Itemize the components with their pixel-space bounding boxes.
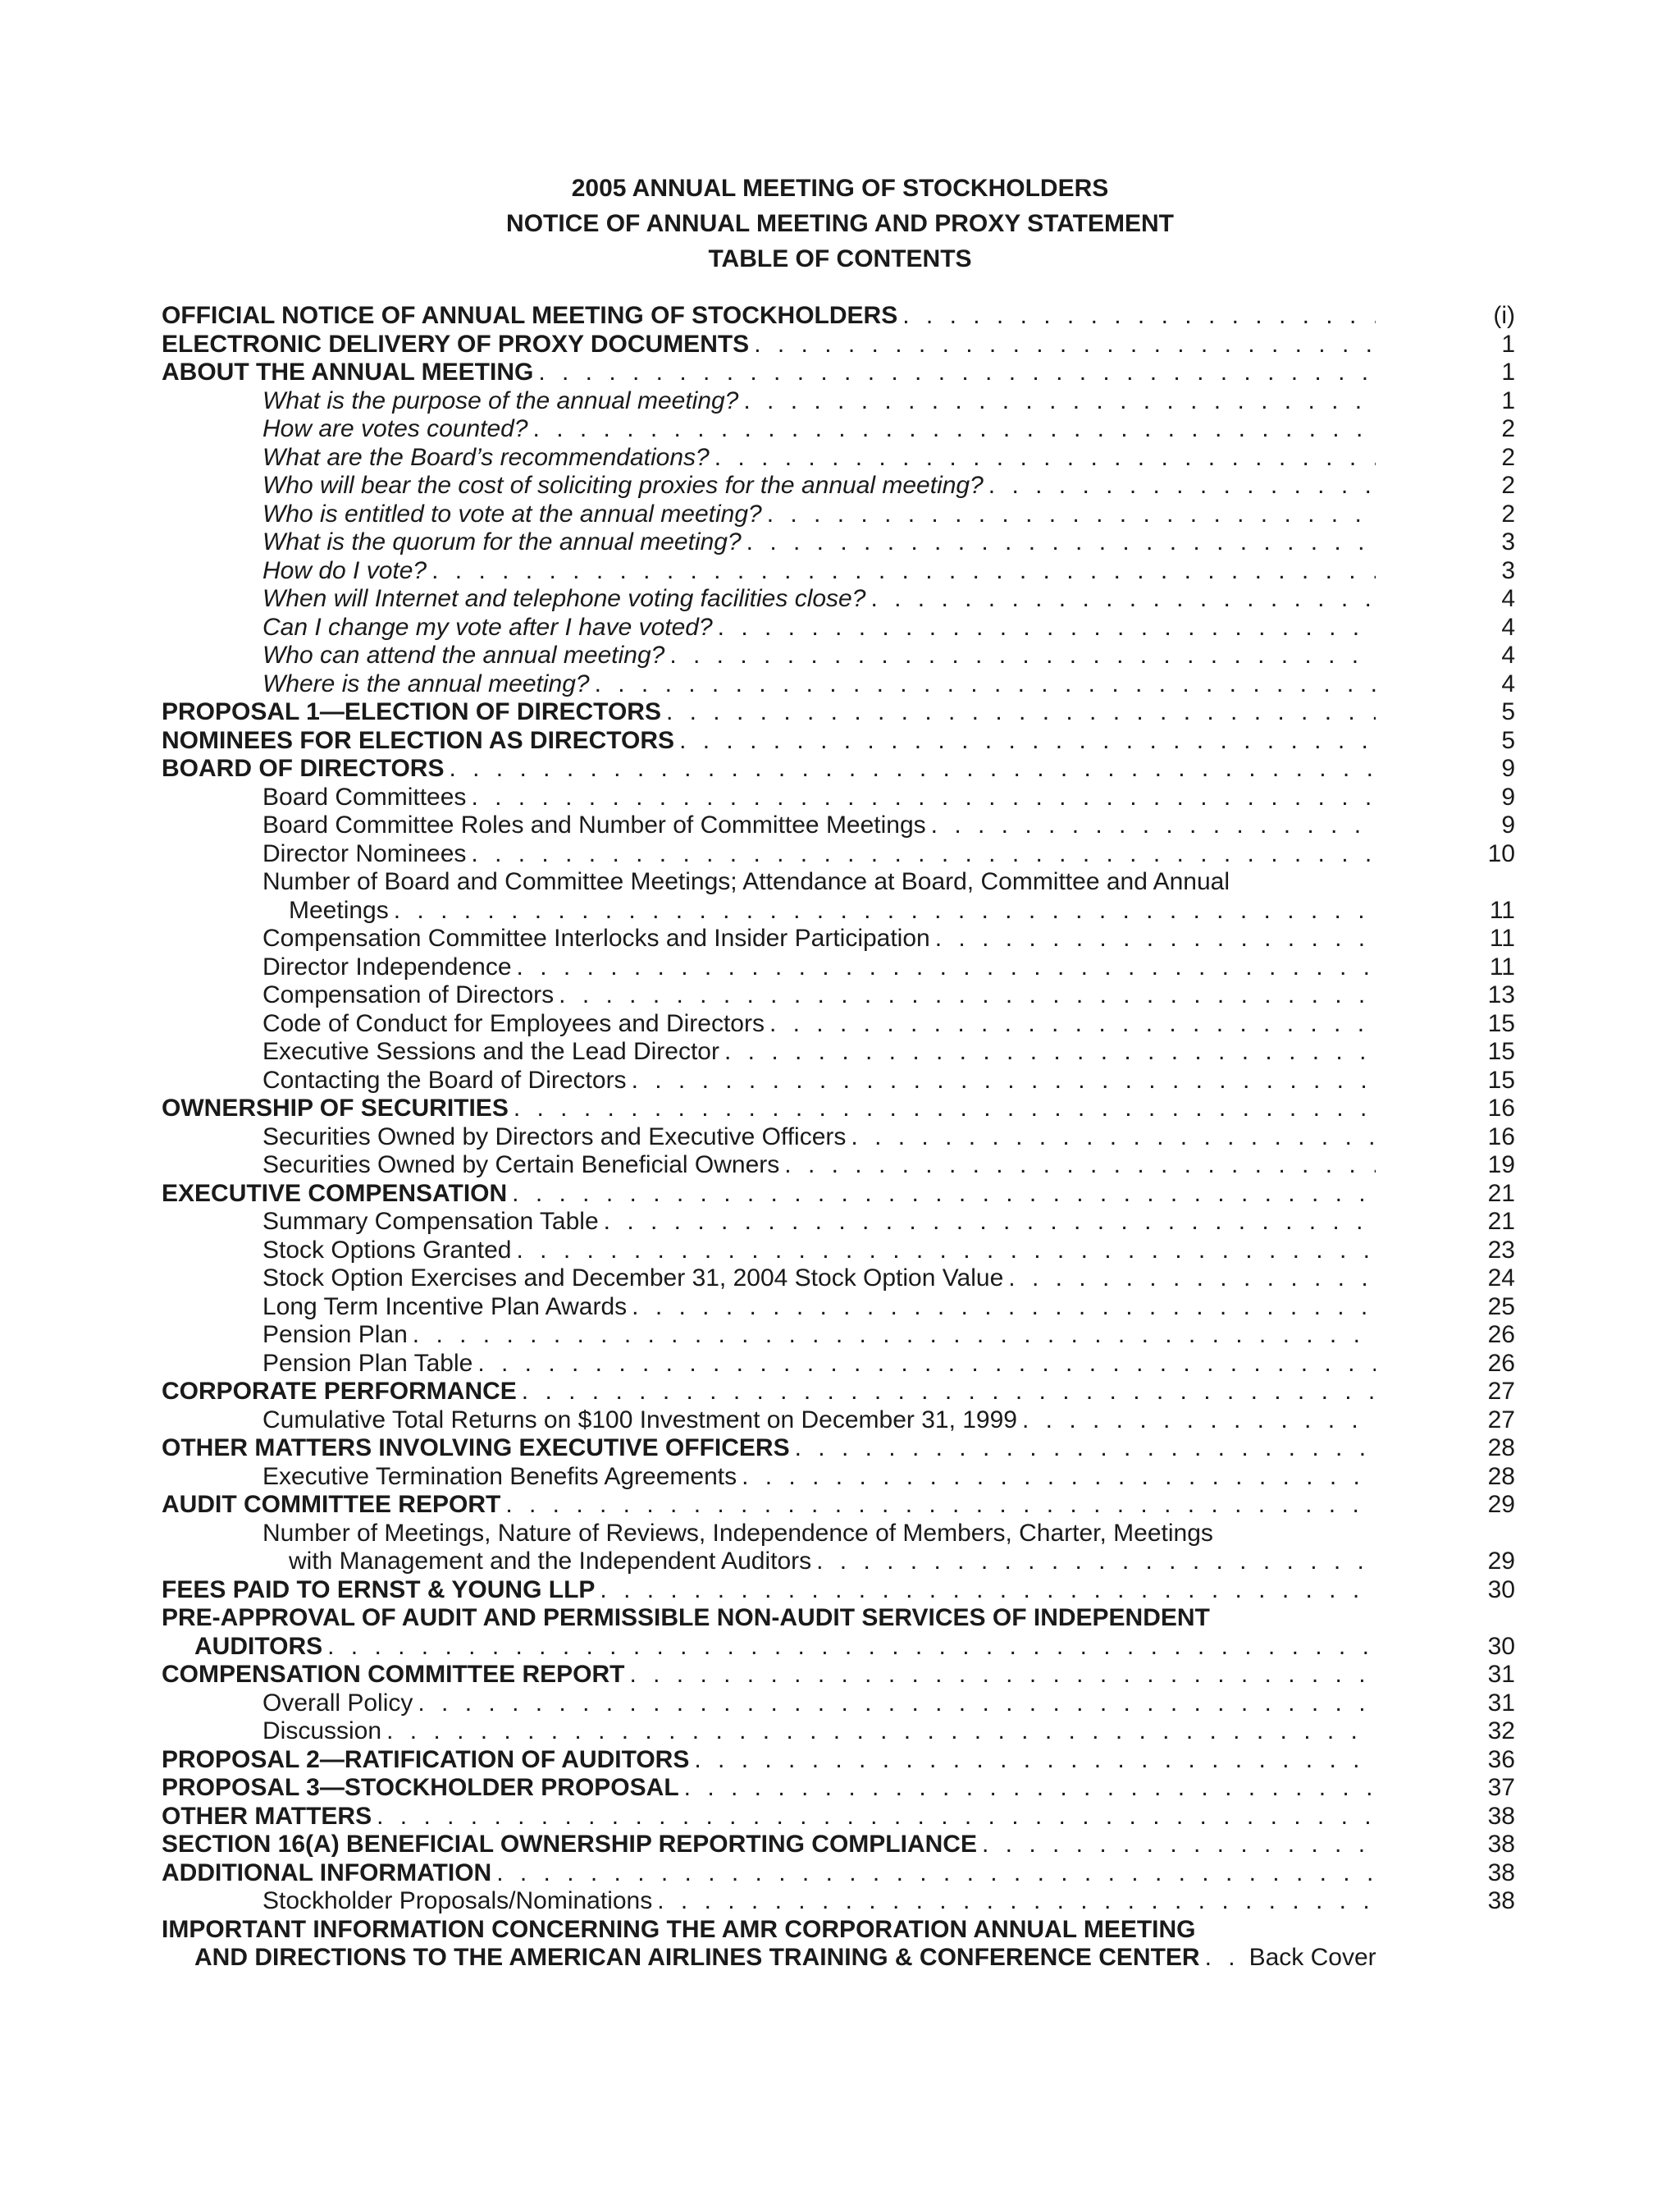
toc-entry-title: SECTION 16(A) BENEFICIAL OWNERSHIP REPORTING COMPLIANCE (162, 1831, 977, 1858)
toc-page-number: 21 (1487, 1208, 1515, 1235)
toc-entry-who-can-attend[interactable] (162, 642, 1515, 670)
toc-page-number: 1 (1501, 359, 1515, 386)
toc-page-number: 16 (1487, 1122, 1515, 1150)
toc-entry-title: PROPOSAL 3—STOCKHOLDER PROPOSAL (162, 1774, 679, 1801)
toc-entry-title: ADDITIONAL INFORMATION (162, 1859, 492, 1886)
toc-entry-contacting-board[interactable] (162, 1067, 1515, 1095)
toc-entry-title: CORPORATE PERFORMANCE (162, 1378, 517, 1405)
toc-entry-title: Director Independence (262, 953, 512, 981)
toc-entry-title: FEES PAID TO ERNST & YOUNG LLP (162, 1575, 596, 1603)
toc-page-number: 28 (1487, 1462, 1515, 1490)
toc-entry-title: What are the Board’s recommendations? (262, 443, 710, 471)
dot-leader (322, 1633, 1376, 1662)
toc-page-number: 4 (1501, 585, 1515, 612)
toc-entry-about-annual-meeting[interactable] (162, 359, 1515, 387)
dot-leader (762, 501, 1376, 529)
toc-page-number: 5 (1501, 698, 1515, 725)
dot-leader (977, 1831, 1376, 1859)
dot-leader (627, 1067, 1376, 1095)
toc-entry-title-continued: AUDITORS (194, 1632, 323, 1660)
toc-page-number: 15 (1487, 1009, 1515, 1037)
toc-entry-ownership-of-securities[interactable] (162, 1095, 1515, 1123)
dot-leader (381, 1717, 1376, 1746)
toc-entry-title: Stockholder Proposals/Nominations (262, 1887, 653, 1914)
toc-page-number: 21 (1487, 1179, 1515, 1207)
toc-entry-title: What is the quorum for the annual meeting? (262, 528, 742, 556)
toc-entry-title: When will Internet and telephone voting facilities close? (262, 585, 866, 612)
toc-page-number: 23 (1487, 1236, 1515, 1264)
dot-leader (466, 840, 1376, 869)
toc-entry-voting-facilities-close[interactable] (162, 585, 1515, 614)
dot-leader (389, 897, 1376, 926)
toc-entry-title: Executive Termination Benefits Agreements (262, 1462, 737, 1490)
dot-leader (689, 1746, 1376, 1775)
toc-page-number: 2 (1501, 472, 1515, 499)
toc-entry-proposal-1[interactable] (162, 698, 1515, 727)
toc-page-number: 36 (1487, 1745, 1515, 1773)
dot-leader (984, 472, 1376, 501)
toc-entry-termination-benefits[interactable] (162, 1463, 1515, 1492)
dot-leader (765, 1010, 1376, 1039)
dot-leader (926, 812, 1376, 840)
toc-entry-proposal-3[interactable] (162, 1774, 1515, 1803)
toc-entry-title-continued: Meetings (289, 896, 389, 924)
dot-leader (846, 1123, 1376, 1152)
toc-entry-votes-counted[interactable] (162, 415, 1515, 444)
toc-entry-board-recommendations[interactable] (162, 444, 1515, 473)
dot-leader (652, 1887, 1376, 1916)
dot-leader (533, 359, 1376, 387)
toc-entry-title: ABOUT THE ANNUAL MEETING (162, 359, 534, 386)
toc-entry-title: Board Committee Roles and Number of Committee Meetings (262, 812, 926, 839)
toc-page-number: 38 (1487, 1802, 1515, 1830)
dot-leader (1200, 1944, 1246, 1973)
toc-entry-purpose[interactable] (162, 387, 1515, 416)
toc-page-number: 30 (1487, 1632, 1515, 1660)
dot-leader (528, 415, 1376, 444)
dot-leader (811, 1548, 1376, 1576)
toc-entry-title: NOMINEES FOR ELECTION AS DIRECTORS (162, 726, 675, 754)
dot-leader (512, 1237, 1376, 1265)
toc-entry-title: OTHER MATTERS INVOLVING EXECUTIVE OFFICERS (162, 1434, 790, 1461)
toc-page-number: 11 (1489, 925, 1515, 952)
toc-entry-important-information[interactable] (162, 1916, 1515, 1945)
header-toc-title: TABLE OF CONTENTS (708, 245, 972, 272)
toc-page-number: 3 (1501, 528, 1515, 556)
toc-entry-securities-directors[interactable] (162, 1123, 1515, 1152)
dot-leader (661, 698, 1376, 727)
toc-entry-board-of-directors[interactable] (162, 755, 1515, 784)
dot-leader (1017, 1406, 1376, 1435)
dot-leader (779, 1151, 1376, 1180)
dot-leader (930, 925, 1376, 953)
toc-entry-code-of-conduct[interactable] (162, 1010, 1515, 1039)
toc-entry-fees-ernst-young[interactable] (162, 1576, 1515, 1605)
toc-page-number: 2 (1501, 415, 1515, 442)
toc-entry-title: Can I change my vote after I have voted? (262, 613, 713, 641)
toc-page-number: 29 (1487, 1491, 1515, 1518)
toc-entry-pension-plan-table[interactable] (162, 1350, 1515, 1378)
dot-leader (742, 528, 1376, 557)
toc-entry-proposal-2[interactable] (162, 1746, 1515, 1775)
dot-leader (719, 1038, 1376, 1067)
toc-entry-interlocks[interactable] (162, 925, 1515, 953)
toc-entry-title: Executive Sessions and the Lead Director (262, 1038, 719, 1065)
toc-page-number: 5 (1501, 726, 1515, 754)
toc-entry-audit-meetings[interactable] (162, 1520, 1515, 1548)
toc-entry-title: Who will bear the cost of soliciting proxies for the annual meeting? (262, 472, 984, 499)
toc-page-number: 24 (1487, 1264, 1515, 1292)
toc-entry-stock-option-exercises[interactable] (162, 1264, 1515, 1293)
dot-leader (679, 1774, 1376, 1803)
toc-entry-title: Number of Meetings, Nature of Reviews, Independence of Members, Charter, Meetings (262, 1519, 1213, 1547)
toc-page-number: 1 (1501, 330, 1515, 358)
toc-page-number: 9 (1501, 755, 1515, 782)
toc-entry-title: COMPENSATION COMMITTEE REPORT (162, 1661, 625, 1688)
toc-entry-title: Stock Option Exercises and December 31, 2004 Stock Option Value (262, 1264, 1004, 1292)
toc-entry-stockholder-proposals[interactable] (162, 1887, 1515, 1916)
toc-entry-title: OTHER MATTERS (162, 1802, 372, 1830)
dot-leader (790, 1434, 1376, 1463)
toc-entry-title: Director Nominees (262, 839, 467, 867)
toc-entry-title: PROPOSAL 1—ELECTION OF DIRECTORS (162, 698, 661, 725)
toc-entry-overall-policy[interactable] (162, 1689, 1515, 1718)
toc-page-number: 4 (1501, 670, 1515, 697)
toc-page-number: 11 (1489, 953, 1515, 981)
toc-entry-title: OFFICIAL NOTICE OF ANNUAL MEETING OF STOCKHOLDERS (162, 302, 898, 329)
toc-page-number: 31 (1487, 1661, 1515, 1688)
toc-entry-title: Securities Owned by Certain Beneficial Owners (262, 1151, 780, 1178)
toc-entry-title: IMPORTANT INFORMATION CONCERNING THE AMR CORPORATION ANNUAL MEETING (162, 1915, 1196, 1943)
toc-entry-ltip-awards[interactable] (162, 1293, 1515, 1322)
toc-page-number: 25 (1487, 1292, 1515, 1320)
toc-page-number: 31 (1487, 1689, 1515, 1717)
toc-entry-how-to-vote[interactable] (162, 557, 1515, 586)
header-notice-title: NOTICE OF ANNUAL MEETING AND PROXY STATEMENT (506, 210, 1174, 237)
toc-page-number: 3 (1501, 556, 1515, 584)
dot-leader (472, 1350, 1376, 1378)
dot-leader (627, 1293, 1376, 1322)
toc-page-number: 32 (1487, 1717, 1515, 1744)
toc-entry-title: PRE-APPROVAL OF AUDIT AND PERMISSIBLE NON-AUDIT SERVICES OF INDEPENDENT (162, 1604, 1210, 1631)
toc-entry-corporate-performance[interactable] (162, 1378, 1515, 1406)
dot-leader (372, 1803, 1376, 1831)
dot-leader (517, 1378, 1376, 1406)
toc-entry-official-notice[interactable] (162, 302, 1515, 331)
dot-leader (507, 1180, 1376, 1209)
dot-leader (491, 1859, 1376, 1888)
toc-entry-title: Pension Plan Table (262, 1349, 473, 1377)
toc-entry-title: Pension Plan (262, 1321, 408, 1348)
header-meeting-title: 2005 ANNUAL MEETING OF STOCKHOLDERS (571, 175, 1109, 202)
toc-entry-title: Discussion (262, 1717, 382, 1744)
toc-entry-important-information-cont[interactable] (162, 1944, 1515, 1973)
toc-entry-title: EXECUTIVE COMPENSATION (162, 1179, 508, 1207)
toc-entry-audit-committee-report[interactable] (162, 1491, 1515, 1520)
dot-leader (509, 1095, 1376, 1123)
dot-leader (737, 1463, 1376, 1492)
toc-entry-title: Cumulative Total Returns on $100 Investment on December 31, 1999 (262, 1406, 1017, 1433)
dot-leader (408, 1321, 1376, 1350)
toc-page-number: 28 (1487, 1434, 1515, 1461)
dot-leader (444, 755, 1376, 784)
toc-entry-title-continued: with Management and the Independent Auditors (289, 1548, 812, 1575)
toc-entry-additional-information[interactable] (162, 1859, 1515, 1888)
toc-entry-board-committees[interactable] (162, 784, 1515, 812)
toc-entry-pension-plan[interactable] (162, 1321, 1515, 1350)
toc-page-number: 4 (1501, 613, 1515, 641)
dot-leader (713, 614, 1376, 642)
toc-page-number: Back Cover (1249, 1944, 1376, 1971)
dot-leader (865, 585, 1376, 614)
toc-page-number: 27 (1487, 1378, 1515, 1405)
toc-entry-change-vote[interactable] (162, 614, 1515, 642)
toc-page-number: 4 (1501, 642, 1515, 669)
toc-entry-title: What is the purpose of the annual meeting? (262, 386, 739, 414)
dot-leader (427, 557, 1376, 586)
toc-page-number: 15 (1487, 1066, 1515, 1094)
toc-entry-pre-approval-cont[interactable] (162, 1633, 1515, 1662)
toc-entry-title: How are votes counted? (262, 415, 528, 442)
toc-entry-electronic-delivery[interactable] (162, 331, 1515, 359)
dot-leader (664, 642, 1376, 670)
toc-entry-pre-approval[interactable] (162, 1604, 1515, 1633)
toc-page-number: 29 (1487, 1548, 1515, 1575)
toc-page-number: 37 (1487, 1774, 1515, 1801)
toc-page-number: (i) (1493, 302, 1515, 329)
toc-entry-title: ELECTRONIC DELIVERY OF PROXY DOCUMENTS (162, 330, 750, 358)
toc-page-number: 10 (1487, 839, 1515, 867)
toc-entry-other-matters-executive-officers[interactable] (162, 1434, 1515, 1463)
document-header (0, 171, 1680, 277)
dot-leader (599, 1208, 1376, 1237)
toc-entry-title: OWNERSHIP OF SECURITIES (162, 1095, 509, 1122)
toc-entry-stock-options-granted[interactable] (162, 1237, 1515, 1265)
toc-page-number: 27 (1487, 1406, 1515, 1433)
toc-page-number: 9 (1501, 783, 1515, 811)
toc-entry-discussion[interactable] (162, 1717, 1515, 1746)
toc-page-number: 26 (1487, 1349, 1515, 1377)
toc-entry-meeting-location[interactable] (162, 670, 1515, 699)
toc-page-number: 38 (1487, 1887, 1515, 1914)
dot-leader (749, 331, 1376, 359)
dot-leader (1003, 1264, 1376, 1293)
toc-entry-cumulative-returns[interactable] (162, 1406, 1515, 1435)
toc-entry-director-independence[interactable] (162, 953, 1515, 982)
dot-leader (466, 784, 1376, 812)
toc-entry-director-nominees[interactable] (162, 840, 1515, 869)
dot-leader (624, 1661, 1376, 1689)
toc-entry-title: Securities Owned by Directors and Executive Officers (262, 1122, 847, 1150)
toc-entry-title: Stock Options Granted (262, 1236, 512, 1264)
toc-entry-section-16a[interactable] (162, 1831, 1515, 1859)
dot-leader (674, 727, 1376, 756)
dot-leader (897, 302, 1376, 331)
dot-leader (512, 953, 1376, 982)
toc-entry-title: Summary Compensation Table (262, 1208, 599, 1235)
toc-entry-title: Contacting the Board of Directors (262, 1066, 627, 1094)
dot-leader (413, 1689, 1376, 1718)
toc-page-number: 13 (1487, 981, 1515, 1008)
toc-entry-audit-meetings-cont[interactable] (162, 1548, 1515, 1576)
toc-entry-director-compensation[interactable] (162, 981, 1515, 1010)
toc-entry-title: Board Committees (262, 783, 467, 811)
toc-page-number: 38 (1487, 1859, 1515, 1886)
toc-entry-title: Number of Board and Committee Meetings; Attendance at Board, Committee and Annual (262, 868, 1230, 895)
toc-entry-committee-roles[interactable] (162, 812, 1515, 840)
dot-leader (590, 670, 1376, 699)
toc-entry-other-matters[interactable] (162, 1803, 1515, 1831)
toc-page-number: 16 (1487, 1095, 1515, 1122)
dot-leader (554, 981, 1376, 1010)
toc-entry-title: Who is entitled to vote at the annual meeting? (262, 500, 762, 528)
toc-entry-title: Overall Policy (262, 1689, 413, 1717)
toc-page-number: 11 (1489, 896, 1515, 924)
toc-page-number: 30 (1487, 1575, 1515, 1603)
toc-entry-title-continued: AND DIRECTIONS TO THE AMERICAN AIRLINES TRAINING & CONFERENCE CENTER (194, 1944, 1200, 1971)
toc-entry-executive-sessions[interactable] (162, 1038, 1515, 1067)
toc-entry-title: BOARD OF DIRECTORS (162, 755, 445, 782)
dot-leader (738, 387, 1376, 416)
toc-page-number: 19 (1487, 1151, 1515, 1178)
toc-entry-title: PROPOSAL 2—RATIFICATION OF AUDITORS (162, 1745, 690, 1773)
toc-entry-title: AUDIT COMMITTEE REPORT (162, 1491, 501, 1518)
toc-entry-title: Who can attend the annual meeting? (262, 642, 665, 669)
toc-page-number: 26 (1487, 1321, 1515, 1348)
toc-entry-number-of-meetings[interactable] (162, 868, 1515, 897)
toc-entry-summary-compensation-table[interactable] (162, 1208, 1515, 1237)
dot-leader (500, 1491, 1376, 1520)
dot-leader (595, 1576, 1376, 1605)
toc-entry-securities-beneficial-owners[interactable] (162, 1151, 1515, 1180)
toc-page-number: 1 (1501, 386, 1515, 414)
toc-page-number: 38 (1487, 1831, 1515, 1858)
toc-entry-nominees[interactable] (162, 727, 1515, 756)
toc-entry-title: How do I vote? (262, 556, 427, 584)
dot-leader (710, 444, 1376, 473)
toc-entry-executive-compensation[interactable] (162, 1180, 1515, 1209)
toc-entry-cost-of-proxies[interactable] (162, 472, 1515, 501)
toc-entry-quorum[interactable] (162, 528, 1515, 557)
toc-page-number: 15 (1487, 1038, 1515, 1065)
toc-entry-number-of-meetings-cont[interactable] (162, 897, 1515, 926)
toc-page-number: 9 (1501, 812, 1515, 839)
toc-entry-compensation-committee-report[interactable] (162, 1661, 1515, 1689)
toc-entry-title: Compensation Committee Interlocks and Insider Participation (262, 925, 930, 952)
toc-entry-entitled-to-vote[interactable] (162, 501, 1515, 529)
toc-entry-title: Compensation of Directors (262, 981, 555, 1008)
toc-entry-title: Long Term Incentive Plan Awards (262, 1292, 628, 1320)
table-of-contents (162, 302, 1515, 1973)
toc-page-number: 2 (1501, 500, 1515, 528)
toc-entry-title: Where is the annual meeting? (262, 670, 590, 697)
toc-page-number: 2 (1501, 443, 1515, 471)
toc-entry-title: Code of Conduct for Employees and Directors (262, 1009, 765, 1037)
